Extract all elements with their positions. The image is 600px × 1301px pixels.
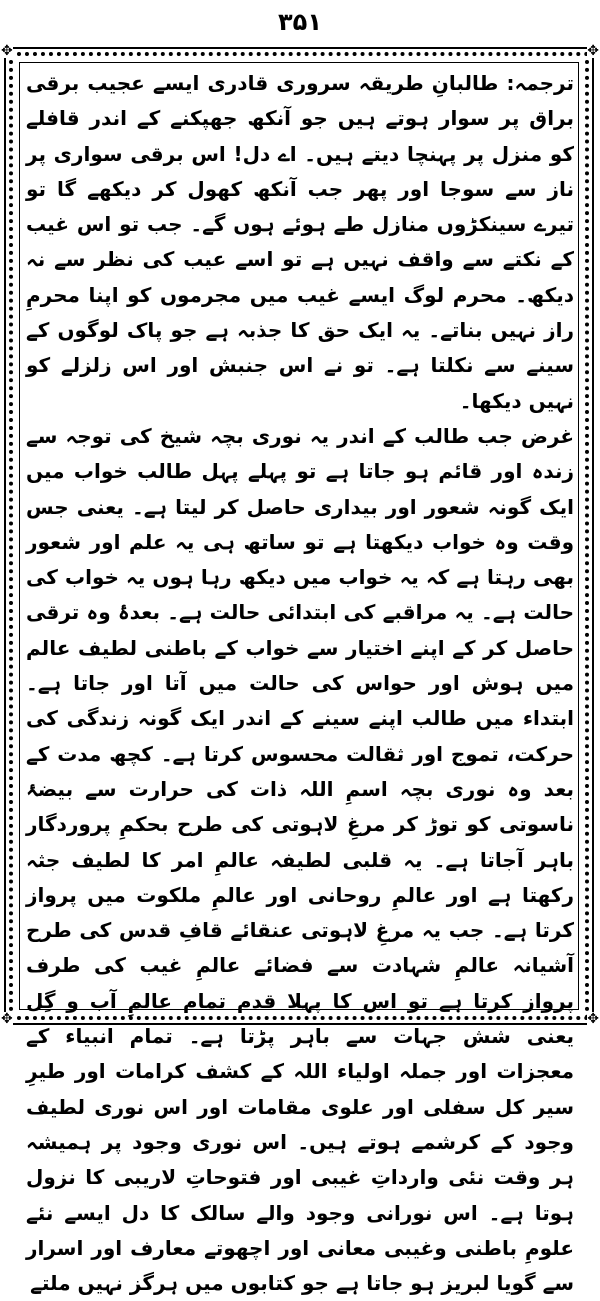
corner-ornament-icon: ✥ (1, 43, 13, 59)
body-paragraph: غرض جب طالب کے اندر یہ نوری بچہ شیخ کی توجہ سے زندہ اور قائم ہو جاتا ہے تو پہلے پہل طالب خواب میں ایک گونہ شعور اور بیداری حاصل کر لیتا ہے۔ یعنی جس وقت وہ خواب دیکھتا ہے تو ساتھ ہی یہ علم اور شعور بھی رہتا ہے کہ یہ خواب میں دیکھ رہا ہوں یہ خواب کی حالت ہے۔ یہ مراقبے کی ابتدائی حالت ہے۔ بعدۂ وہ ترقی حاصل کر کے اپنے اختیار سے خواب کے باطنی لطیف عالم میں ہوش اور حواس کی حالت میں آتا اور جاتا ہے۔ ابتداء میں طالب اپنے سینے کے اندر ایک گونہ زندگی کی حرکت، تموج اور ثقالت محسوس کرتا ہے۔ کچھ مدت کے بعد وہ نوری بچہ اسمِ اللہ ذات کی حرارت سے بیضۂ ناسوتی کو توڑ کر مرغِ لاہوتی کی طرح بحکمِ پروردگار باہر آجاتا ہے۔ یہ قلبی لطیفہ عالمِ امر کا لطیف جثہ رکھتا ہے اور عالمِ روحانی اور عالمِ ملکوت میں پرواز کرتا ہے۔ جب یہ مرغِ لاہوتی عنقائے قافِ قدس کی طرح آشیانہ عالمِ شہادت سے فضائے عالمِ غیب کی طرف پرواز کرتا ہے تو اس کا پہلا قدم تمام عالمِ آب و گِل یعنی شش جہات سے باہر پڑتا ہے۔ تمام انبیاء کے معجزات اور جملہ اولیاء اللہ کے کشف کرامات اور طیرِ سیر کل سفلی اور علوی مقامات اور اس نوری لطیف وجود کے کرشمے ہوتے ہیں۔ اس نوری وجود پر ہمیشہ ہر وقت نئی وارداتِ غیبی اور فتوحاتِ لاریبی کا نزول ہوتا ہے۔ اس نورانی وجود والے سالک کا دل ایسے نئے علومِ باطنی وغیبی معانی اور اچھوتے معارف اور اسرار سے گویا لبریز ہو جاتا ہے جو کتابوں میں ہرگز نہیں ملتے (26, 423, 574, 1296)
text-block (26, 66, 575, 1296)
corner-ornament-icon: ✥ (587, 1011, 599, 1027)
corner-ornament-icon: ✥ (587, 43, 599, 59)
translation-paragraph: ترجمہ: طالبانِ طریقہ سروری قادری ایسے عجیب برقی براق پر سوار ہوتے ہیں جو آنکھ جھپکنے کے اندر قافلے کو منزل پر پہنچا دیتے ہیں۔ اے دل! اس برقی سواری پر ناز سے سوجا اور پھر جب آنکھ کھول کر دیکھے گا تو تیرے سینکڑوں منازل طے ہوئے ہوں گے۔ جب تو اس غیب کے نکتے سے واقف نہیں ہے تو اسے عیب کی نظر سے نہ دیکھ۔ محرم لوگ ایسے غیب میں مجرموں کو اپنا محرمِ راز نہیں بناتے۔ یہ ایک حق کا جذبہ ہے جو پاک لوگوں کے سینے سے نکلتا ہے۔ تو نے اس جنبش اور اس زلزلے کو نہیں دیکھا۔ (26, 71, 575, 413)
corner-ornament-icon: ✥ (1, 1011, 13, 1027)
page-number: ۳۵۱ (278, 8, 322, 36)
